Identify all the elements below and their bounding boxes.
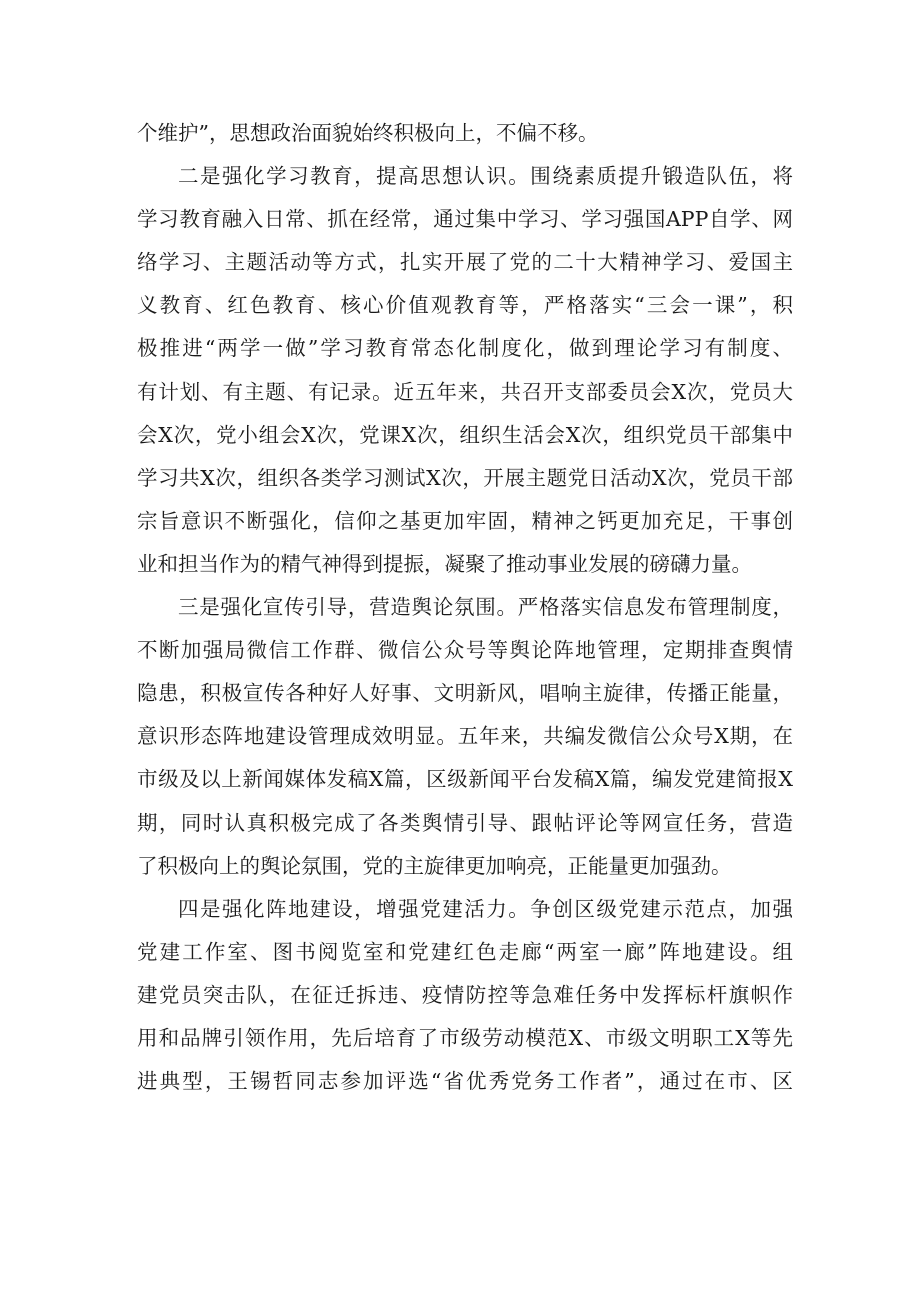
paragraph <box>137 112 793 155</box>
paragraph <box>137 586 793 888</box>
text-line: 三是强化宣传引导，营造舆论氛围。严格落实信息发布管理制度， <box>178 595 793 620</box>
text-line: 二是强化学习教育，提高思想认识。围绕素质提升锻造队伍，将 <box>178 164 793 189</box>
text-line: 期，同时认真积极完成了各类舆情引导、跟帖评论等网宣任务，营造 <box>137 810 793 835</box>
text-line: 极推进“两学一做”学习教育常态化制度化，做到理论学习有制度、 <box>137 336 793 361</box>
text-line: 进典型，王锡哲同志参加评选“省优秀党务工作者”，通过在市、区 <box>137 1069 793 1094</box>
text-line: 学习共X次，组织各类学习测试X次，开展主题党日活动X次，党员干部 <box>137 465 793 490</box>
text-line: 意识形态阵地建设管理成效明显。五年来，共编发微信公众号X期，在 <box>137 724 793 749</box>
paragraph <box>137 155 793 586</box>
paragraph <box>137 888 793 1103</box>
text-line: 义教育、红色教育、核心价值观教育等，严格落实“三会一课”，积 <box>137 293 793 318</box>
document-page <box>137 112 793 1103</box>
text-line: 不断加强局微信工作群、微信公众号等舆论阵地管理，定期排查舆情 <box>137 638 793 663</box>
text-line: 隐患，积极宣传各种好人好事、文明新风，唱响主旋律，传播正能量， <box>137 681 793 706</box>
text-line: 业和担当作为的精气神得到提振，凝聚了推动事业发展的磅礴力量。 <box>137 551 752 576</box>
text-line: 会X次，党小组会X次，党课X次，组织生活会X次，组织党员干部集中 <box>137 422 793 447</box>
text-line: 个维护”，思想政治面貌始终积极向上，不偏不移。 <box>137 121 599 145</box>
text-line: 四是强化阵地建设，增强党建活力。争创区级党建示范点，加强 <box>178 896 793 921</box>
text-line: 学习教育融入日常、抓在经常，通过集中学习、学习强国APP自学、网 <box>137 207 793 232</box>
text-line: 了积极向上的舆论氛围，党的主旋律更加响亮，正能量更加强劲。 <box>137 853 732 878</box>
text-line: 建党员突击队，在征迁拆违、疫情防控等急难任务中发挥标杆旗帜作 <box>137 982 793 1007</box>
text-line: 宗旨意识不断强化，信仰之基更加牢固，精神之钙更加充足，干事创 <box>137 508 793 533</box>
text-line: 党建工作室、图书阅览室和党建红色走廊“两室一廊”阵地建设。组 <box>137 939 793 964</box>
text-line: 市级及以上新闻媒体发稿X篇，区级新闻平台发稿X篇，编发党建简报X <box>137 767 793 792</box>
text-line: 络学习、主题活动等方式，扎实开展了党的二十大精神学习、爱国主 <box>137 250 793 275</box>
text-line: 用和品牌引领作用，先后培育了市级劳动模范X、市级文明职工X等先 <box>137 1025 793 1050</box>
text-line: 有计划、有主题、有记录。近五年来，共召开支部委员会X次，党员大 <box>137 379 793 404</box>
